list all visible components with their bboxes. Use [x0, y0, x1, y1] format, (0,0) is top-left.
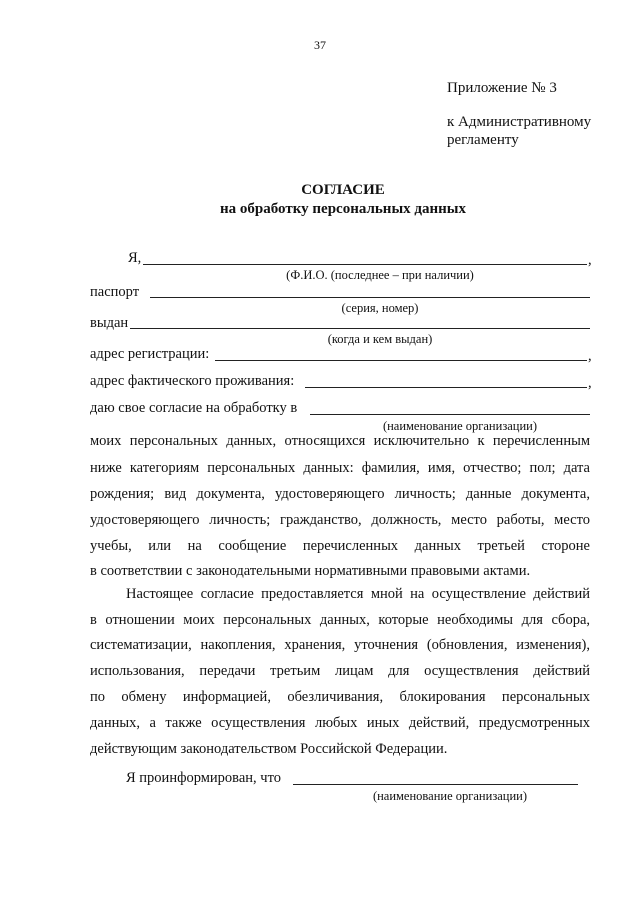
paragraph1-line: учебы, или на сообщение перечисленных данных третьей стороне: [90, 538, 590, 554]
paragraph2-line: систематизации, накопления, хранения, уточнения (обновления, изменения),: [90, 637, 590, 653]
paragraph1-line: рождения; вид документа, удостоверяющего личность; данные документа,: [90, 486, 590, 502]
paragraph2-line: в отношении моих персональных данных, которые необходимы для сбора,: [90, 612, 590, 628]
actual-address-comma: ,: [588, 375, 592, 391]
fio-hint: (Ф.И.О. (последнее – при наличии): [286, 268, 474, 282]
reg-address-field[interactable]: [215, 360, 587, 361]
paragraph1-line: в соответствии с законодательными нормативными правовыми актами.: [90, 563, 531, 579]
paragraph2-line: действующим законодательством Российской Федерации.: [90, 741, 448, 757]
appendix-number: Приложение № 3: [447, 80, 557, 96]
organization-hint: (наименование организации): [382, 419, 538, 433]
page-number: 37: [314, 38, 326, 52]
informed-label: Я проинформирован, что: [126, 770, 281, 786]
paragraph2-line: использования, передачи третьим лицам для осуществления действий: [90, 663, 590, 679]
appendix-reference: к Административному: [447, 114, 592, 130]
consent-label: даю свое согласие на обработку в: [90, 400, 298, 416]
reg-address-comma: ,: [588, 348, 592, 364]
informed-organization-hint: (наименование организации): [372, 789, 528, 803]
paragraph1-line: удостоверяющего личность; гражданство, должность, место работы, место: [90, 512, 590, 528]
paragraph2-line: данных, а также осуществления любых иных действий, предусмотренных: [90, 715, 590, 731]
actual-address-field[interactable]: [305, 387, 587, 388]
fio-field[interactable]: [143, 264, 587, 265]
fio-label: Я,: [128, 250, 142, 266]
issued-label: выдан: [90, 315, 129, 331]
issued-hint: (когда и кем выдан): [327, 332, 433, 346]
passport-field[interactable]: [150, 297, 590, 298]
issued-field[interactable]: [130, 328, 590, 329]
paragraph2-line: по обмену информацией, обезличивания, блокирования персональных: [90, 689, 590, 705]
organization-field[interactable]: [310, 414, 590, 415]
document-title: СОГЛАСИЕ: [301, 182, 385, 198]
appendix-reference-cont: регламенту: [447, 132, 519, 148]
reg-address-label: адрес регистрации:: [90, 346, 210, 362]
actual-address-label: адрес фактического проживания:: [90, 373, 295, 389]
passport-hint: (серия, номер): [341, 301, 419, 315]
informed-organization-field[interactable]: [293, 784, 578, 785]
passport-label: паспорт: [90, 284, 140, 300]
paragraph1-line: ниже категориям персональных данных: фамилия, имя, отчество; пол; дата: [90, 460, 590, 476]
paragraph2-line: Настоящее согласие предоставляется мной на осуществление действий: [126, 586, 590, 602]
paragraph1-line: моих персональных данных, относящихся исключительно к перечисленным: [90, 433, 590, 449]
document-subtitle: на обработку персональных данных: [220, 201, 466, 217]
fio-comma: ,: [588, 252, 592, 268]
